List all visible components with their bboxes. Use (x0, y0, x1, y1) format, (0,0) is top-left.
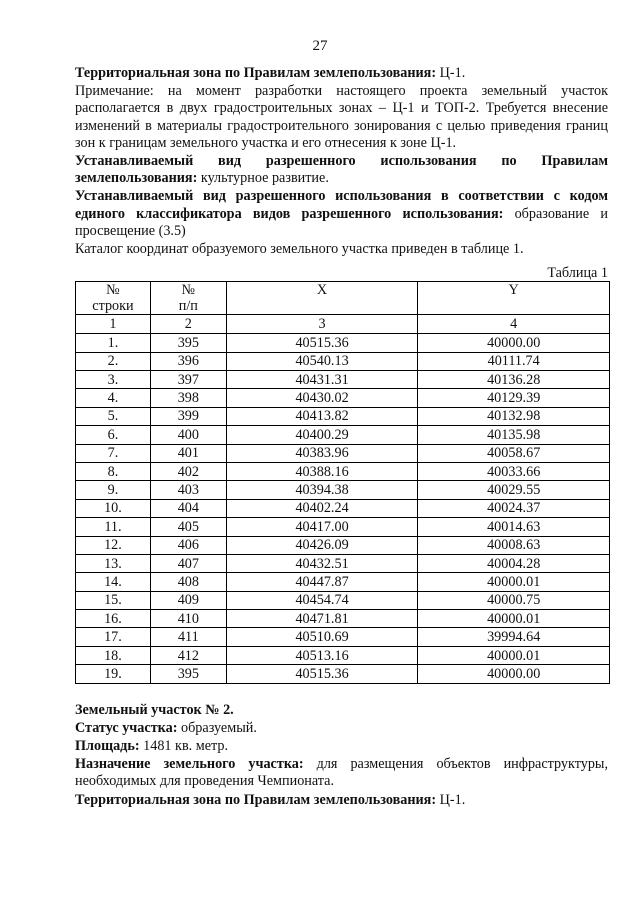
column-number: 4 (418, 315, 610, 334)
pp-number-cell: 395 (150, 334, 226, 352)
x-coordinate-cell: 40388.16 (226, 462, 418, 480)
y-coordinate-cell: 40000.00 (418, 334, 610, 352)
table-row (76, 610, 610, 628)
purpose-paragraph (75, 756, 608, 790)
pp-number-cell: 410 (150, 610, 226, 628)
y-coordinate-cell: 39994.64 (418, 628, 610, 646)
x-coordinate-cell: 40400.29 (226, 426, 418, 444)
row-number-cell: 9. (76, 481, 151, 499)
table-row (76, 628, 610, 646)
table-row (76, 444, 610, 462)
x-coordinate-cell: 40417.00 (226, 518, 418, 536)
purpose-value: для размещения объектов инфраструктуры, необходимых для проведения Чемпионата. (75, 756, 608, 790)
zone-2-value: Ц-1. (436, 791, 466, 808)
coordinates-table (75, 281, 610, 683)
table-row (76, 462, 610, 480)
pp-number-cell: 401 (150, 444, 226, 462)
pp-number-cell: 399 (150, 407, 226, 425)
y-coordinate-cell: 40000.01 (418, 573, 610, 591)
use-paragraph (75, 153, 608, 187)
table-row (76, 536, 610, 554)
y-coordinate-cell: 40014.63 (418, 518, 610, 536)
table-row (76, 371, 610, 389)
pp-number-cell: 411 (150, 628, 226, 646)
pp-number-cell: 407 (150, 554, 226, 572)
pp-number-cell: 406 (150, 536, 226, 554)
zone-paragraph (75, 65, 608, 82)
row-number-cell: 12. (76, 536, 151, 554)
y-coordinate-cell: 40135.98 (418, 426, 610, 444)
zone-2-paragraph (75, 792, 608, 809)
header-row-number: № строки (76, 282, 151, 315)
table-row (76, 499, 610, 517)
document-body (75, 65, 608, 810)
classifier-label: Устанавливаемый вид разрешенного использования в соответствии с кодом единого классификатора видов разрешенного использования: (75, 188, 608, 222)
table-row (76, 554, 610, 572)
x-coordinate-cell: 40431.31 (226, 371, 418, 389)
table-body (76, 334, 610, 683)
row-number-cell: 7. (76, 444, 151, 462)
table-row (76, 352, 610, 370)
zone-label: Территориальная зона по Правилам землепользования: (75, 65, 437, 81)
pp-number-cell: 408 (150, 573, 226, 591)
classifier-paragraph (75, 188, 608, 240)
row-number-cell: 6. (76, 426, 151, 444)
y-coordinate-cell: 40000.00 (418, 665, 610, 683)
column-number: 2 (150, 315, 226, 334)
pp-number-cell: 405 (150, 518, 226, 536)
table-row (76, 573, 610, 591)
pp-number-cell: 412 (150, 646, 226, 664)
classifier-value: образование и просвещение (3.5) (75, 205, 609, 239)
row-number-cell: 2. (76, 352, 151, 370)
page-number: 27 (312, 38, 328, 54)
status-value: образуемый. (177, 719, 257, 736)
x-coordinate-cell: 40515.36 (226, 665, 418, 683)
pp-number-cell: 396 (150, 352, 226, 370)
row-number-cell: 19. (76, 665, 151, 683)
row-number-cell: 3. (76, 371, 151, 389)
plot-2-section (75, 702, 608, 809)
row-number-cell: 10. (76, 499, 151, 517)
x-coordinate-cell: 40432.51 (226, 554, 418, 572)
zone-value: Ц-1. (436, 65, 466, 81)
table-row (76, 646, 610, 664)
x-coordinate-cell: 40515.36 (226, 334, 418, 352)
area-value: 1481 кв. метр. (139, 738, 229, 755)
x-coordinate-cell: 40383.96 (226, 444, 418, 462)
x-coordinate-cell: 40454.74 (226, 591, 418, 609)
y-coordinate-cell: 40129.39 (418, 389, 610, 407)
purpose-label: Назначение земельного участка: (75, 756, 304, 773)
pp-number-cell: 395 (150, 665, 226, 683)
row-number-cell: 17. (76, 628, 151, 646)
pp-number-cell: 397 (150, 371, 226, 389)
pp-number-cell: 409 (150, 591, 226, 609)
row-number-cell: 1. (76, 334, 151, 352)
x-coordinate-cell: 40430.02 (226, 389, 418, 407)
x-coordinate-cell: 40510.69 (226, 628, 418, 646)
row-number-cell: 4. (76, 389, 151, 407)
y-coordinate-cell: 40004.28 (418, 554, 610, 572)
catalog-paragraph: Каталог координат образуемого земельного участка приведен в таблице 1. (75, 241, 524, 258)
area-label: Площадь: (75, 738, 140, 755)
table-row (76, 334, 610, 352)
plot-2-title: Земельный участок № 2. (75, 701, 234, 718)
status-paragraph (75, 720, 608, 737)
row-number-cell: 14. (76, 573, 151, 591)
use-value: культурное развитие. (197, 170, 329, 187)
y-coordinate-cell: 40000.01 (418, 610, 610, 628)
use-label: Устанавливаемый вид разрешенного использования по Правилам землепользования: (75, 153, 608, 187)
pp-number-cell: 403 (150, 481, 226, 499)
row-number-cell: 8. (76, 462, 151, 480)
table-caption: Таблица 1 (547, 265, 608, 282)
area-paragraph (75, 738, 608, 755)
zone-2-label: Территориальная зона по Правилам землепользования: (75, 791, 437, 808)
row-number-cell: 5. (76, 407, 151, 425)
y-coordinate-cell: 40008.63 (418, 536, 610, 554)
x-coordinate-cell: 40426.09 (226, 536, 418, 554)
table-row (76, 426, 610, 444)
table-row (76, 389, 610, 407)
y-coordinate-cell: 40033.66 (418, 462, 610, 480)
y-coordinate-cell: 40000.01 (418, 646, 610, 664)
row-number-cell: 18. (76, 646, 151, 664)
row-number-cell: 16. (76, 610, 151, 628)
column-number: 3 (226, 315, 418, 334)
y-coordinate-cell: 40132.98 (418, 407, 610, 425)
table-row (76, 591, 610, 609)
header-pp-number: № п/п (150, 282, 226, 315)
x-coordinate-cell: 40402.24 (226, 499, 418, 517)
table-header-row (76, 282, 610, 315)
pp-number-cell: 402 (150, 462, 226, 480)
table-row (76, 407, 610, 425)
y-coordinate-cell: 40111.74 (418, 352, 610, 370)
status-label: Статус участка: (75, 719, 178, 736)
pp-number-cell: 404 (150, 499, 226, 517)
x-coordinate-cell: 40513.16 (226, 646, 418, 664)
note-paragraph: Примечание: на момент разработки настоящего проекта земельный участок располагается в двух градостроительных зонах – Ц-1 и ТОП-2. Требуется внесение изменений в материалы градостроительного зонирования с целью приведения границ зон к границам земельного участка и его отнесения к зоне Ц-1. (75, 83, 608, 151)
header-y: Y (418, 282, 610, 315)
row-number-cell: 15. (76, 591, 151, 609)
y-coordinate-cell: 40000.75 (418, 591, 610, 609)
row-number-cell: 13. (76, 554, 151, 572)
row-number-cell: 11. (76, 518, 151, 536)
column-numbers-row (76, 315, 610, 334)
x-coordinate-cell: 40540.13 (226, 352, 418, 370)
column-number: 1 (76, 315, 151, 334)
x-coordinate-cell: 40413.82 (226, 407, 418, 425)
table-row (76, 518, 610, 536)
table-row (76, 481, 610, 499)
pp-number-cell: 400 (150, 426, 226, 444)
pp-number-cell: 398 (150, 389, 226, 407)
y-coordinate-cell: 40029.55 (418, 481, 610, 499)
y-coordinate-cell: 40058.67 (418, 444, 610, 462)
table-row (76, 665, 610, 683)
x-coordinate-cell: 40447.87 (226, 573, 418, 591)
x-coordinate-cell: 40471.81 (226, 610, 418, 628)
header-x: X (226, 282, 418, 315)
y-coordinate-cell: 40024.37 (418, 499, 610, 517)
x-coordinate-cell: 40394.38 (226, 481, 418, 499)
y-coordinate-cell: 40136.28 (418, 371, 610, 389)
